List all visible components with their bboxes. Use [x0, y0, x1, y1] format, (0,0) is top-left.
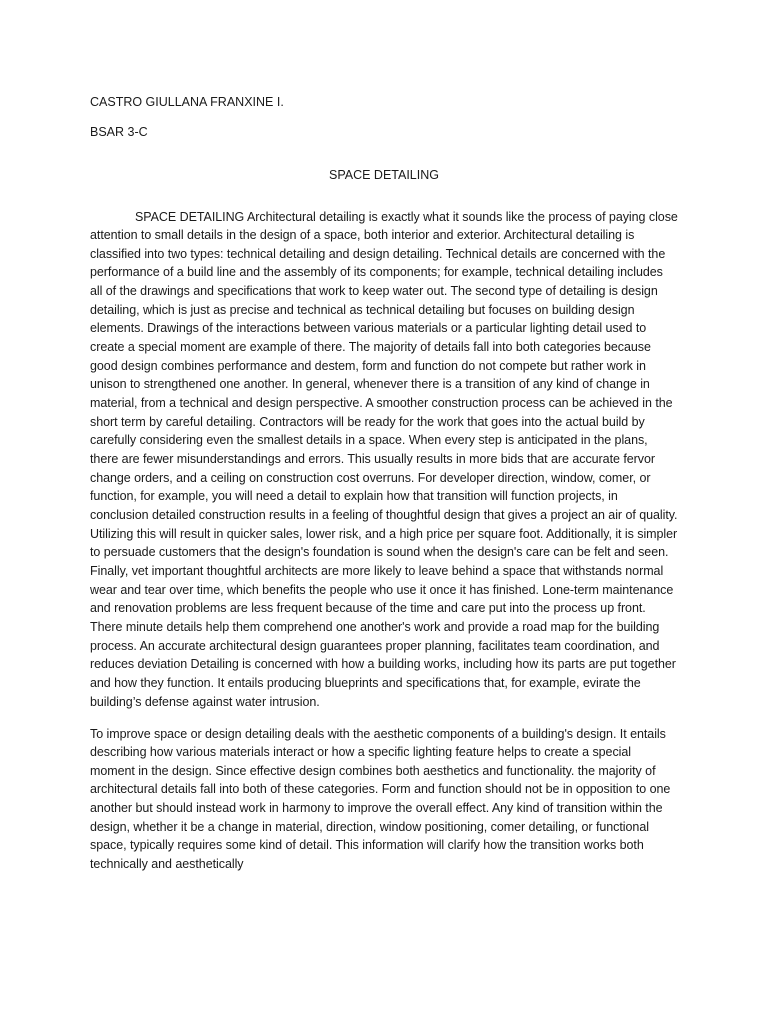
author-name: CASTRO GIULLANA FRANXINE I.	[90, 95, 284, 109]
class-section: BSAR 3-C	[90, 125, 148, 139]
body-paragraph-1: SPACE DETAILING Architectural detailing is exactly what it sounds like the process of paying close attention to small details in the design of a space, both interior and exterior. Architectural detailing is classified into two types: technical detailing and design detailing. Technical details are concerned with the performance of a build line and the assembly of its components; for example, technical detailing includes all of the drawings and specifications that work to keep water out. The second type of detailing is design detailing, which is just as precise and technical as technical detailing but focuses on building design elements. Drawings of the interactions between various materials or a particular lighting detail used to create a special moment are example of there. The majority of details fall into both categories because good design combines performance and destem, form and function do not compete but rather work in unison to strengthened one another. In general, whenever there is a transition of any kind of change in material, from a technical and design perspective. A smoother construction process can be achieved in the short term by careful detailing. Contractors will be ready for the work that goes into the actual build by carefully considering even the smallest details in a space. When every step is anticipated in the plans, there are fewer misunderstandings and errors. This usually results in more bids that are accurate fervor change orders, and a ceiling on construction cost overruns. For developer direction, window, comer, or function, for example, you will need a detail to explain how that transition will function projects, in conclusion detailed construction results in a feeling of thoughtful design that gives a project an air of quality. Utilizing this will result in quicker sales, lower risk, and a high price per square foot. Additionally, it is simpler to persuade customers that the design's foundation is sound when the design's care can be felt and seen. Finally, vet important thoughtful architects are more likely to leave behind a space that withstands normal wear and tear over time, which benefits the people who use it once it has finished. Lone-term maintenance and renovation problems are less frequent because of the time and care put into the process up front. There minute details help them comprehend one another's work and provide a road map for the building process. An accurate architectural design guarantees proper planning, facilitates team coordination, and reduces deviation Detailing is concerned with how a building works, including how its parts are put together and how they function. It entails producing blueprints and specifications that, for example, evirate the building’s defense against water intrusion.	[90, 209, 678, 709]
document-title: SPACE DETAILING	[329, 168, 439, 182]
body-paragraph-2: To improve space or design detailing deals with the aesthetic components of a building's design. It entails describing how various materials interact or how a specific lighting feature helps to create a special moment in the design. Since effective design combines both aesthetics and functionality. the majority of architectural details fall into both of these categories. Form and function should not be in opposition to one another but should instead work in harmony to improve the overall effect. Any kind of transition within the design, whether it be a change in material, direction, window positioning, comer detailing, or functional space, typically requires some kind of detail. This information will clarify how the transition works both technically and aesthetically	[90, 726, 671, 872]
